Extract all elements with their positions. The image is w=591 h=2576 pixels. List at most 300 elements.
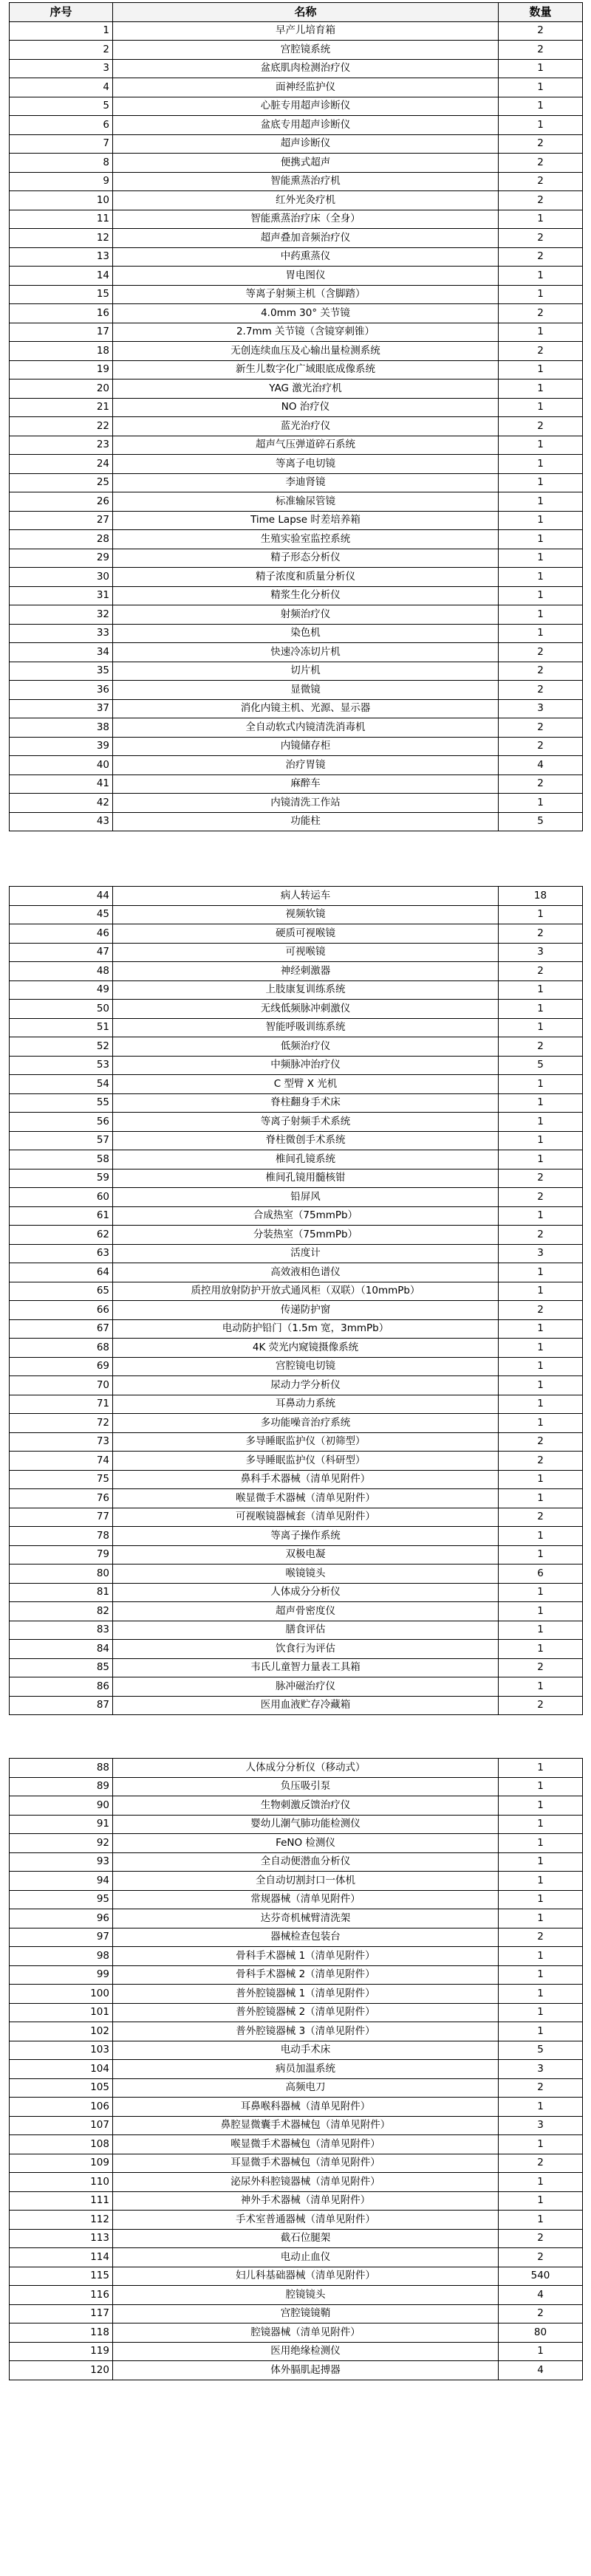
row-quantity: 1 [499, 267, 583, 286]
row-number: 61 [10, 1206, 113, 1226]
table-row [10, 887, 583, 906]
table-row [10, 1508, 583, 1527]
row-item-name: 可视喉镜器械套（清单见附件） [113, 1508, 499, 1527]
row-number: 66 [10, 1301, 113, 1320]
table-row [10, 1640, 583, 1659]
table-row [10, 530, 583, 549]
row-quantity: 80 [499, 2323, 583, 2343]
row-quantity: 2 [499, 21, 583, 41]
table-row [10, 1319, 583, 1339]
row-item-name: 妇儿科基础器械（清单见附件） [113, 2267, 499, 2286]
row-quantity: 1 [499, 2342, 583, 2361]
row-item-name: 耳鼻喉科器械（清单见附件） [113, 2098, 499, 2117]
table-row [10, 980, 583, 1000]
table-row [10, 1947, 583, 1966]
row-item-name: 治疗胃镜 [113, 756, 499, 775]
row-quantity: 1 [499, 1890, 583, 1909]
row-item-name: 射频治疗仪 [113, 605, 499, 625]
row-item-name: 医用血液贮存冷藏箱 [113, 1696, 499, 1715]
row-item-name: 蓝光治疗仪 [113, 417, 499, 436]
row-quantity: 1 [499, 379, 583, 399]
row-number: 22 [10, 417, 113, 436]
row-item-name: 盆底肌肉检测治疗仪 [113, 59, 499, 78]
row-item-name: 低频治疗仪 [113, 1037, 499, 1057]
row-quantity: 1 [499, 492, 583, 512]
row-item-name: 喉镜镜头 [113, 1565, 499, 1584]
row-item-name: Time Lapse 时差培养箱 [113, 511, 499, 530]
row-item-name: 超声诊断仪 [113, 134, 499, 154]
table-row [10, 1263, 583, 1282]
table-row [10, 1432, 583, 1452]
row-number: 20 [10, 379, 113, 399]
row-number: 27 [10, 511, 113, 530]
row-quantity: 1 [499, 1909, 583, 1928]
row-quantity: 4 [499, 2361, 583, 2380]
table-row [10, 379, 583, 399]
table-row [10, 116, 583, 135]
row-number: 86 [10, 1677, 113, 1697]
row-item-name: 普外腔镜器械 3（清单见附件） [113, 2022, 499, 2041]
table-row [10, 1677, 583, 1697]
row-quantity: 1 [499, 398, 583, 417]
row-item-name: 骨科手术器械 1（清单见附件） [113, 1947, 499, 1966]
table-row [10, 2304, 583, 2323]
row-quantity: 1 [499, 1093, 583, 1113]
row-number: 118 [10, 2323, 113, 2343]
row-number: 49 [10, 980, 113, 1000]
row-number: 24 [10, 455, 113, 474]
table-row [10, 774, 583, 794]
table-row [10, 2286, 583, 2305]
row-item-name: 脊柱翻身手术床 [113, 1093, 499, 1113]
row-number: 107 [10, 2116, 113, 2135]
row-number: 18 [10, 342, 113, 361]
row-quantity: 1 [499, 605, 583, 625]
table-row [10, 1489, 583, 1508]
row-quantity: 2 [499, 1301, 583, 1320]
table-row [10, 681, 583, 700]
table-row [10, 1150, 583, 1169]
row-number: 92 [10, 1834, 113, 1853]
column-header-qty: 数量 [499, 3, 583, 22]
row-item-name: FeNO 检测仪 [113, 1834, 499, 1853]
row-item-name: 质控用放射防护开放式通风柜（双联）（10mmPb） [113, 1282, 499, 1301]
row-quantity: 1 [499, 1796, 583, 1816]
row-item-name: 麻醉车 [113, 774, 499, 794]
row-quantity: 6 [499, 1565, 583, 1584]
equipment-table-part-1 [9, 2, 583, 831]
table-row [10, 492, 583, 512]
row-item-name: 新生儿数字化广域眼底成像系统 [113, 360, 499, 379]
row-item-name: 椎间孔镜系统 [113, 1150, 499, 1169]
table-row [10, 1834, 583, 1853]
row-number: 60 [10, 1188, 113, 1207]
row-quantity: 1 [499, 1583, 583, 1602]
row-number: 8 [10, 154, 113, 173]
table-row [10, 323, 583, 342]
row-quantity: 2 [499, 1169, 583, 1188]
row-item-name: 泌尿外科腔镜器械（清单见附件） [113, 2173, 499, 2192]
row-number: 88 [10, 1759, 113, 1778]
table-row [10, 1037, 583, 1057]
row-number: 57 [10, 1131, 113, 1150]
table-row [10, 2078, 583, 2098]
row-number: 41 [10, 774, 113, 794]
row-number: 3 [10, 59, 113, 78]
row-quantity: 1 [499, 980, 583, 1000]
table-row [10, 285, 583, 304]
table-row [10, 794, 583, 813]
row-number: 23 [10, 436, 113, 455]
row-number: 2 [10, 41, 113, 60]
row-item-name: 腔镜镜头 [113, 2286, 499, 2305]
row-quantity: 2 [499, 1508, 583, 1527]
column-header-name: 名称 [113, 3, 499, 22]
row-quantity: 1 [499, 1131, 583, 1150]
table-row [10, 436, 583, 455]
row-quantity: 2 [499, 1928, 583, 1947]
row-item-name: 医用绝缘检测仪 [113, 2342, 499, 2361]
row-number: 33 [10, 624, 113, 643]
row-item-name: 病人转运车 [113, 887, 499, 906]
row-item-name: 电动手术床 [113, 2041, 499, 2060]
table-row [10, 59, 583, 78]
row-number: 48 [10, 962, 113, 981]
table-row [10, 586, 583, 605]
table-row [10, 1075, 583, 1094]
row-item-name: 普外腔镜器械 1（清单见附件） [113, 1985, 499, 2004]
column-header-no: 序号 [10, 3, 113, 22]
row-item-name: 超声叠加音频治疗仪 [113, 229, 499, 248]
row-number: 91 [10, 1815, 113, 1834]
row-item-name: 负压吸引泵 [113, 1777, 499, 1796]
row-item-name: 耳显微手术器械包（清单见附件） [113, 2154, 499, 2173]
row-quantity: 1 [499, 1677, 583, 1697]
table-row [10, 473, 583, 492]
row-quantity: 1 [499, 210, 583, 229]
row-quantity: 1 [499, 473, 583, 492]
row-number: 79 [10, 1545, 113, 1565]
row-number: 9 [10, 172, 113, 191]
table-row [10, 1965, 583, 1985]
row-number: 95 [10, 1890, 113, 1909]
row-quantity: 1 [499, 1414, 583, 1433]
row-number: 68 [10, 1339, 113, 1358]
row-number: 81 [10, 1583, 113, 1602]
row-number: 28 [10, 530, 113, 549]
row-quantity: 1 [499, 1282, 583, 1301]
row-quantity: 1 [499, 1759, 583, 1778]
row-quantity: 2 [499, 1037, 583, 1057]
row-quantity: 1 [499, 2098, 583, 2117]
table-row [10, 2361, 583, 2380]
table-row [10, 1282, 583, 1301]
row-item-name: 宫腔镜镜鞘 [113, 2304, 499, 2323]
row-item-name: 染色机 [113, 624, 499, 643]
table-row [10, 2041, 583, 2060]
row-quantity: 1 [499, 586, 583, 605]
table-row [10, 2098, 583, 2117]
row-quantity: 1 [499, 2022, 583, 2041]
row-number: 52 [10, 1037, 113, 1057]
row-quantity: 5 [499, 812, 583, 831]
table-row [10, 417, 583, 436]
row-number: 36 [10, 681, 113, 700]
row-item-name: 多导睡眠监护仪（科研型） [113, 1452, 499, 1471]
table-row [10, 21, 583, 41]
table-row [10, 662, 583, 681]
row-number: 87 [10, 1696, 113, 1715]
row-item-name: 全自动软式内镜清洗消毒机 [113, 718, 499, 738]
row-item-name: 内镜储存柜 [113, 737, 499, 756]
row-quantity: 2 [499, 417, 583, 436]
row-quantity: 3 [499, 943, 583, 962]
row-item-name: 胃电图仪 [113, 267, 499, 286]
row-quantity: 1 [499, 1834, 583, 1853]
table-row [10, 1113, 583, 1132]
row-item-name: 高效液相色谱仪 [113, 1263, 499, 1282]
table-row [10, 1000, 583, 1019]
row-item-name: 显微镜 [113, 681, 499, 700]
row-quantity: 1 [499, 2003, 583, 2022]
row-number: 73 [10, 1432, 113, 1452]
row-number: 50 [10, 1000, 113, 1019]
table-row [10, 1376, 583, 1395]
row-quantity: 2 [499, 2248, 583, 2267]
row-item-name: YAG 激光治疗机 [113, 379, 499, 399]
table-row [10, 1470, 583, 1489]
table-row [10, 2022, 583, 2041]
table-row [10, 2248, 583, 2267]
row-quantity: 2 [499, 2154, 583, 2173]
row-quantity: 2 [499, 1226, 583, 1245]
row-quantity: 2 [499, 342, 583, 361]
row-number: 37 [10, 699, 113, 718]
row-quantity: 1 [499, 1985, 583, 2004]
row-quantity: 3 [499, 2116, 583, 2135]
table-row [10, 905, 583, 924]
row-number: 10 [10, 191, 113, 210]
table-row [10, 1301, 583, 1320]
row-number: 6 [10, 116, 113, 135]
row-quantity: 1 [499, 97, 583, 116]
table-row [10, 1452, 583, 1471]
table-row [10, 2003, 583, 2022]
table-row [10, 1909, 583, 1928]
row-quantity: 2 [499, 774, 583, 794]
table-row [10, 962, 583, 981]
row-item-name: 4K 荧光内窥镜摄像系统 [113, 1339, 499, 1358]
row-number: 13 [10, 247, 113, 267]
row-number: 100 [10, 1985, 113, 2004]
row-item-name: 腔镜器械（清单见附件） [113, 2323, 499, 2343]
row-quantity: 4 [499, 2286, 583, 2305]
row-number: 59 [10, 1169, 113, 1188]
table-row [10, 1188, 583, 1207]
row-number: 101 [10, 2003, 113, 2022]
table-row [10, 924, 583, 944]
table-row [10, 267, 583, 286]
equipment-table-part-2 [9, 886, 583, 1715]
row-quantity: 1 [499, 323, 583, 342]
row-item-name: 心脏专用超声诊断仪 [113, 97, 499, 116]
table-row [10, 1602, 583, 1621]
row-number: 51 [10, 1018, 113, 1037]
row-item-name: 耳鼻动力系统 [113, 1395, 499, 1414]
row-number: 56 [10, 1113, 113, 1132]
row-quantity: 1 [499, 455, 583, 474]
row-quantity: 1 [499, 2211, 583, 2230]
row-quantity: 2 [499, 2078, 583, 2098]
row-number: 45 [10, 905, 113, 924]
row-quantity: 2 [499, 41, 583, 60]
row-item-name: 中频脉冲治疗仪 [113, 1056, 499, 1075]
table-row [10, 624, 583, 643]
row-number: 17 [10, 323, 113, 342]
row-number: 70 [10, 1376, 113, 1395]
row-number: 54 [10, 1075, 113, 1094]
row-item-name: 早产儿培育箱 [113, 21, 499, 41]
row-item-name: 多导睡眠监护仪（初筛型） [113, 1432, 499, 1452]
row-number: 12 [10, 229, 113, 248]
table-row [10, 511, 583, 530]
row-number: 25 [10, 473, 113, 492]
row-quantity: 2 [499, 643, 583, 662]
row-quantity: 1 [499, 116, 583, 135]
row-item-name: 面神经监护仪 [113, 78, 499, 97]
row-item-name: 骨科手术器械 2（清单见附件） [113, 1965, 499, 1985]
row-quantity: 1 [499, 530, 583, 549]
row-number: 5 [10, 97, 113, 116]
table-row [10, 154, 583, 173]
table-row [10, 2154, 583, 2173]
table-row [10, 568, 583, 587]
table-row [10, 1545, 583, 1565]
table-row [10, 1852, 583, 1872]
table-row [10, 2342, 583, 2361]
row-item-name: 硬质可视喉镜 [113, 924, 499, 944]
row-item-name: 合成热室（75mmPb） [113, 1206, 499, 1226]
row-quantity: 1 [499, 1470, 583, 1489]
row-quantity: 2 [499, 962, 583, 981]
row-number: 82 [10, 1602, 113, 1621]
row-item-name: 视频软镜 [113, 905, 499, 924]
row-quantity: 2 [499, 662, 583, 681]
row-item-name: 李迪肾镜 [113, 473, 499, 492]
row-number: 113 [10, 2229, 113, 2248]
row-item-name: 脊柱微创手术系统 [113, 1131, 499, 1150]
table-row [10, 247, 583, 267]
row-quantity: 1 [499, 1376, 583, 1395]
row-item-name: 超声骨密度仪 [113, 1602, 499, 1621]
table-row [10, 1890, 583, 1909]
row-item-name: 宫腔镜系统 [113, 41, 499, 60]
row-quantity: 2 [499, 172, 583, 191]
row-item-name: 高频电刀 [113, 2078, 499, 2098]
row-number: 116 [10, 2286, 113, 2305]
row-item-name: 电动止血仪 [113, 2248, 499, 2267]
table-row [10, 2191, 583, 2211]
table-row [10, 1018, 583, 1037]
table-row [10, 756, 583, 775]
table-row [10, 342, 583, 361]
table-row [10, 1093, 583, 1113]
row-number: 89 [10, 1777, 113, 1796]
row-quantity: 1 [499, 1357, 583, 1376]
row-number: 40 [10, 756, 113, 775]
row-number: 39 [10, 737, 113, 756]
row-quantity: 1 [499, 1621, 583, 1640]
row-item-name: 等离子电切镜 [113, 455, 499, 474]
row-number: 32 [10, 605, 113, 625]
row-number: 103 [10, 2041, 113, 2060]
row-quantity: 2 [499, 2229, 583, 2248]
table-row [10, 455, 583, 474]
row-quantity: 1 [499, 1489, 583, 1508]
row-item-name: 快速冷冻切片机 [113, 643, 499, 662]
row-number: 43 [10, 812, 113, 831]
row-quantity: 18 [499, 887, 583, 906]
row-item-name: 等离子操作系统 [113, 1527, 499, 1546]
row-number: 74 [10, 1452, 113, 1471]
row-quantity: 1 [499, 2135, 583, 2154]
row-quantity: 2 [499, 1696, 583, 1715]
table-row [10, 2323, 583, 2343]
row-item-name: 膳食评估 [113, 1621, 499, 1640]
row-quantity: 1 [499, 1113, 583, 1132]
table-row [10, 1339, 583, 1358]
row-number: 110 [10, 2173, 113, 2192]
row-number: 102 [10, 2022, 113, 2041]
row-quantity: 1 [499, 285, 583, 304]
row-number: 15 [10, 285, 113, 304]
row-quantity: 1 [499, 794, 583, 813]
table-row [10, 737, 583, 756]
row-quantity: 4 [499, 756, 583, 775]
row-number: 119 [10, 2342, 113, 2361]
row-number: 16 [10, 304, 113, 323]
row-quantity: 2 [499, 924, 583, 944]
row-quantity: 1 [499, 905, 583, 924]
table-row [10, 229, 583, 248]
table-row [10, 718, 583, 738]
table-row [10, 1244, 583, 1263]
row-number: 47 [10, 943, 113, 962]
row-number: 75 [10, 1470, 113, 1489]
row-item-name: 智能呼吸训练系统 [113, 1018, 499, 1037]
row-item-name: 上肢康复训练系统 [113, 980, 499, 1000]
table-row [10, 210, 583, 229]
table-row [10, 41, 583, 60]
row-item-name: 人体成分分析仪（移动式） [113, 1759, 499, 1778]
row-item-name: 生殖实验室监控系统 [113, 530, 499, 549]
row-item-name: 标准输尿管镜 [113, 492, 499, 512]
row-number: 1 [10, 21, 113, 41]
row-number: 90 [10, 1796, 113, 1816]
row-number: 21 [10, 398, 113, 417]
row-item-name: 2.7mm 关节镜（含镜穿刺锥） [113, 323, 499, 342]
row-number: 67 [10, 1319, 113, 1339]
table-row [10, 2135, 583, 2154]
table-row [10, 1056, 583, 1075]
row-item-name: 无线低频脉冲刺激仪 [113, 1000, 499, 1019]
row-item-name: 消化内镜主机、光源、显示器 [113, 699, 499, 718]
table-row [10, 360, 583, 379]
row-quantity: 1 [499, 1319, 583, 1339]
row-quantity: 1 [499, 1150, 583, 1169]
row-quantity: 1 [499, 1339, 583, 1358]
row-item-name: 截石位腿架 [113, 2229, 499, 2248]
